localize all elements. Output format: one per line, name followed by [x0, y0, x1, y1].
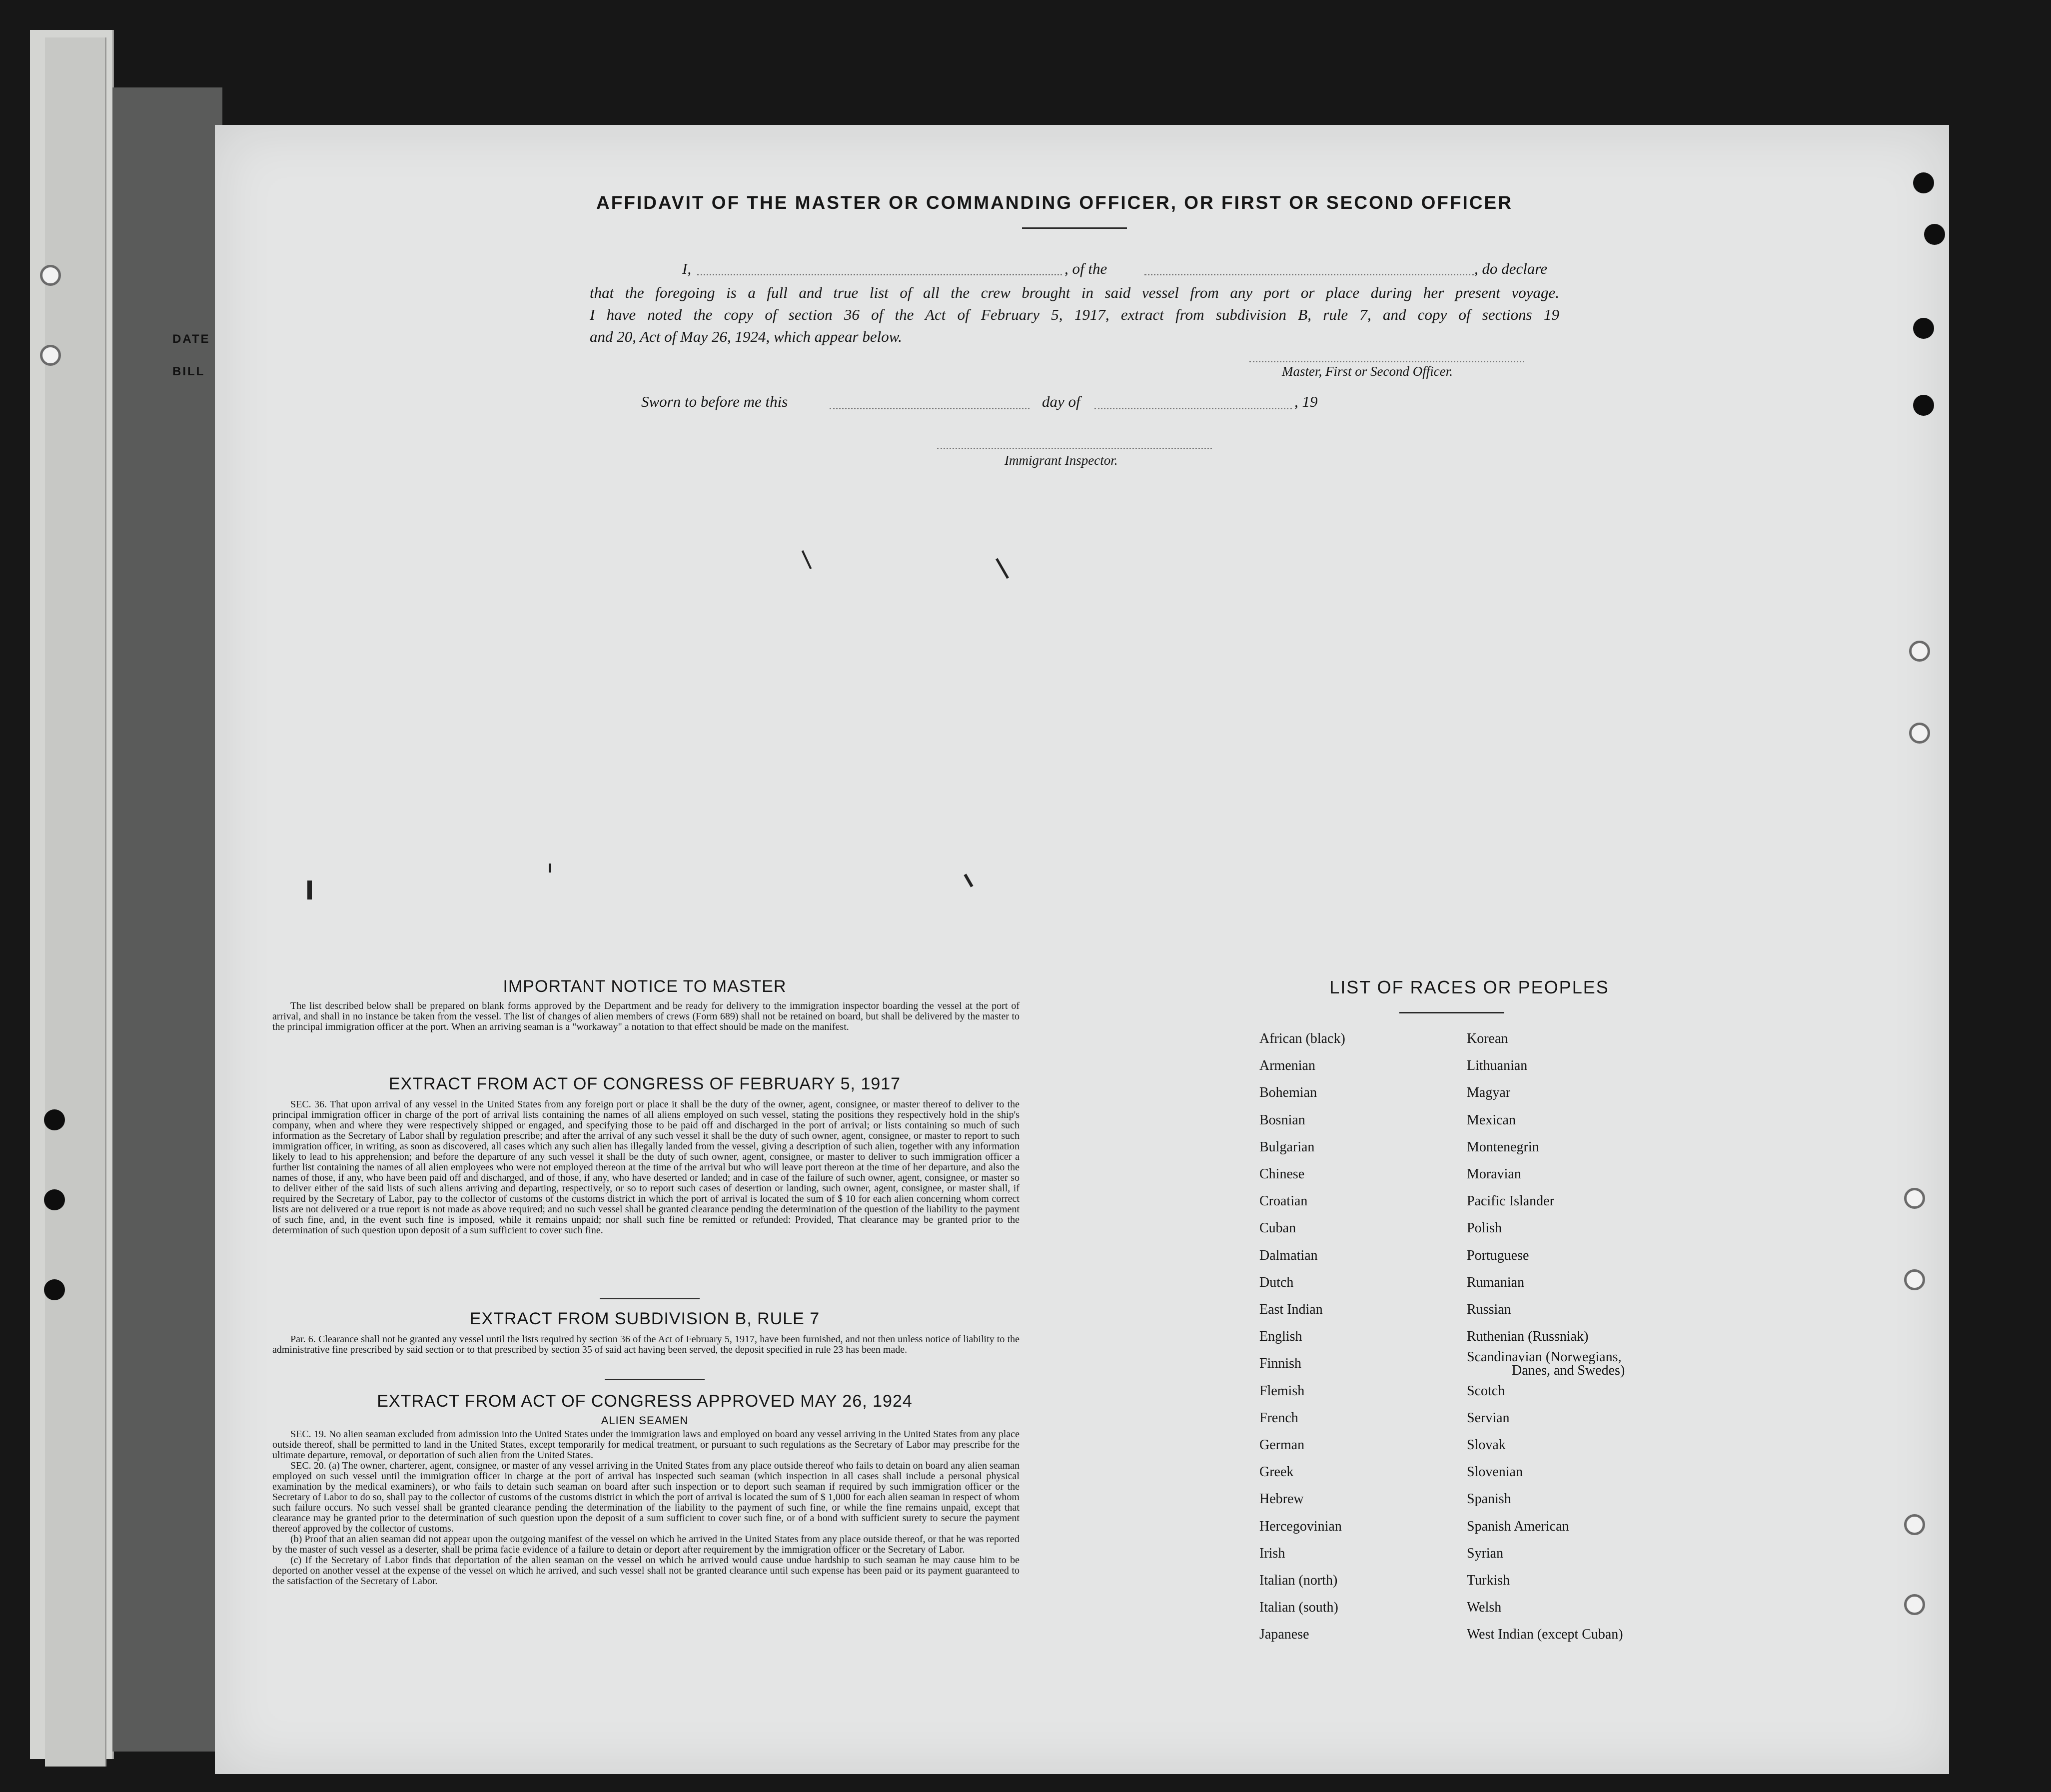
race-item: Flemish: [1259, 1383, 1305, 1399]
extract-rule7-title: EXTRACT FROM SUBDIVISION B, RULE 7: [469, 1309, 820, 1328]
strip-label-date: DATE: [172, 332, 210, 346]
punch-hole: [44, 1279, 65, 1300]
notice-body: [272, 1001, 1020, 1032]
declaration-line-4: and 20, Act of May 26, 1924, which appear below.: [590, 328, 902, 345]
declaration-line-3: I have noted the copy of section 36 of the Act of February 5, 1917, extract from subdivision B, rule 7, and copy of sections 19: [590, 306, 1559, 323]
extract-1924-body: [272, 1429, 1020, 1587]
extract-rule7-paragraph: Par. 6. Clearance shall not be granted any vessel until the lists required by section 36 of the Act of February 5, 1917, have been furnished, and not then unless notice of liability to the administrative fine prescribed by said section or to that prescribed by section 35 of said act having been served, the deposit specified in rule 23 has been made.: [272, 1334, 1020, 1355]
extract-1924-title: EXTRACT FROM ACT OF CONGRESS APPROVED MAY 26, 1924: [377, 1392, 913, 1411]
race-item-line: Scandinavian (Norwegians,: [1467, 1349, 1622, 1365]
sworn-year-prefix: , 19: [1294, 393, 1318, 410]
binder-hole: [1909, 723, 1930, 744]
race-item: Scotch: [1467, 1383, 1505, 1399]
race-item: Lithuanian: [1467, 1058, 1528, 1074]
inspector-signature-line: [937, 448, 1212, 449]
declaration-i: I,: [682, 260, 692, 277]
extract-1924-paragraph: (b) Proof that an alien seaman did not appear upon the outgoing manifest of the vessel on which he arrived in the United States from any place outside thereof, or that he was reported by the master of such vessel as a deserter, shall be prima facie evidence of a failure to detain or deport after requirement by the immigration officer or the Secretary of Labor.: [272, 1534, 1020, 1555]
race-item: Rumanian: [1467, 1274, 1525, 1290]
master-signature-line: [1249, 361, 1524, 362]
race-item: Finnish: [1259, 1356, 1302, 1372]
extract-1917-paragraph: SEC. 36. That upon arrival of any vessel in the United States from any foreign port or place it shall be the duty of the owner, agent, consignee, or master thereof to deliver to the principal immigration officer in charge of the port of arrival lists containing the names of all aliens employed on such vessel, stating the positions they respectively hold in the ship's company, when and where they were respectively shipped or engaged, and specifying those to be paid off and discharged in the port of arrival; or lists containing so much of such information as the Secretary of Labor shall by regulation prescribe; and after the arrival of any such vessel it shall be the duty of such owner, agent, consignee, or master to report to such immigration officer, in writing, as soon as discovered, all cases which any such alien has illegally landed from the vessel, giving a description of such alien, together with any information likely to lead to his apprehension; and before the departure of any such vessel it shall be the duty of such owner, agent, consignee, or master to deliver to such immigration officer a further list containing the names of all alien employees who were not employed thereon at the time of the arrival but who will leave port thereon at the time of her departure, and also the names of those, if any, who have been paid off and discharged, and of those, if any, who have deserted or landed; and in case of the failure of such owner, agent, consignee, or master so to deliver either of the said lists of such aliens arriving and departing, respectively, or so to report such cases of desertion or landing, such owner, agent, consignee, or master shall, if required by the Secretary of Labor, pay to the collector of customs of the customs district in which the port of arrival is located the sum of $ 10 for each alien concerning whom correct lists are not delivered or a true report is not made as above required; and no such vessel shall be granted clearance pending the determination of the question of the liability to the payment of such fine, and, in the event such fine is imposed, while it remains unpaid; nor shall such fine be remitted or refunded: Provided, That clearance may be granted prior to the determination of such question upon deposit of a sum sufficient to cover such fine.: [272, 1099, 1020, 1236]
extract-1924-paragraph: SEC. 20. (a) The owner, charterer, agent, consignee, or master of any vessel arriving in the United States from any place outside thereof who fails to detain on board any alien seaman employed on such vessel until the immigration officer in charge at the port of arrival has inspected such seaman (which inspection in all cases shall include a personal physical examination by the medical examiners), or who fails to detain such seaman on board after such inspection or to deport such seaman if required by such immigration officer or the Secretary of Labor to do so, shall pay to the collector of customs of the customs district in which the port of arrival is located the sum of $ 1,000 for each alien seaman in respect of whom such failure occurs. No such vessel shall be granted clearance pending the determination of the liability to the payment of such fine, or while the fine remains unpaid, except that clearance may be granted prior to the determination of such question upon the deposit of a sum sufficient to cover such fine, or of a bond with sufficient surety to secure the payment thereof approved by the collector of customs.: [272, 1460, 1020, 1534]
strip-label-bill: BILL: [172, 365, 205, 378]
race-item: Syrian: [1467, 1545, 1504, 1561]
race-item: Hebrew: [1259, 1491, 1304, 1507]
extract-rule7-body: [272, 1334, 1020, 1355]
extract-1917-title: EXTRACT FROM ACT OF CONGRESS OF FEBRUARY 5, 1917: [388, 1074, 901, 1093]
race-item: African (black): [1259, 1031, 1345, 1046]
races-column-2: [1467, 1025, 1625, 1649]
race-item: Italian (south): [1259, 1600, 1338, 1616]
notice-title: IMPORTANT NOTICE TO MASTER: [503, 977, 787, 996]
race-item: Ruthenian (Russniak): [1467, 1329, 1589, 1345]
binder-hole: [1904, 1594, 1925, 1615]
race-item: Bohemian: [1259, 1085, 1317, 1101]
race-item: Welsh: [1467, 1600, 1502, 1616]
race-item: German: [1259, 1437, 1305, 1453]
race-item: Cuban: [1259, 1220, 1296, 1236]
punch-hole: [1913, 395, 1934, 416]
punch-hole: [44, 1109, 65, 1130]
race-item: Servian: [1467, 1410, 1510, 1426]
punch-hole: [1913, 318, 1934, 339]
race-item: Japanese: [1259, 1627, 1309, 1643]
section-rule: [600, 1298, 700, 1299]
race-item: West Indian (except Cuban): [1467, 1627, 1623, 1643]
notice-paragraph: The list described below shall be prepared on blank forms approved by the Department and be ready for delivery to the immigration inspector boarding the vessel at the port of arrival, and shall in no instance be taken from the vessel. The list of changes of alien members of crews (Form 689) shall not be retained on board, but shall be delivered by the master to the principal immigration officer at the port. When an arriving seaman is a "workaway" a notation to that effect should be made on the manifest.: [272, 1000, 1020, 1032]
extract-1924-paragraph: (c) If the Secretary of Labor finds that deportation of the alien seaman on the vessel on which he arrived would cause undue hardship to such seaman he may cause him to be deported on another vessel at the expense of the vessel on which he arrived, and such vessel shall not be granted clearance until such expense has been paid or its payment guaranteed to the satisfaction of the Secretary of Labor.: [272, 1555, 1020, 1587]
race-item: Portuguese: [1467, 1247, 1529, 1263]
race-item: Montenegrin: [1467, 1139, 1539, 1155]
race-item: Armenian: [1259, 1058, 1315, 1074]
punch-hole: [1924, 224, 1945, 245]
race-item: Croatian: [1259, 1193, 1308, 1209]
binder-hole: [1904, 1188, 1925, 1209]
declaration-line-2: that the foregoing is a full and true list of all the crew brought in said vessel from any port or place during her present voyage.: [590, 284, 1559, 301]
section-rule: [605, 1379, 705, 1380]
binder-hole: [1909, 641, 1930, 662]
race-item: French: [1259, 1410, 1298, 1426]
race-item: English: [1259, 1329, 1302, 1345]
race-item: Italian (north): [1259, 1573, 1338, 1589]
race-item: Dutch: [1259, 1274, 1294, 1290]
master-signature-label: Master, First or Second Officer.: [1282, 364, 1453, 379]
race-item: Bosnian: [1259, 1112, 1305, 1128]
vessel-blank-line: [1144, 274, 1474, 275]
binder-hole: [40, 265, 61, 286]
race-item: Dalmatian: [1259, 1247, 1318, 1263]
binder-hole: [1904, 1514, 1925, 1535]
race-item-line: Danes, and Swedes): [1512, 1363, 1625, 1379]
punch-hole: [1913, 172, 1934, 193]
race-item: Slovenian: [1467, 1464, 1523, 1480]
title-rule: [1022, 227, 1127, 229]
race-item: Pacific Islander: [1467, 1193, 1554, 1209]
sworn-day-of: day of: [1042, 393, 1080, 410]
inspector-label: Immigrant Inspector.: [1005, 453, 1118, 468]
race-item: East Indian: [1259, 1302, 1323, 1318]
race-item: Irish: [1259, 1545, 1285, 1561]
race-item: Slovak: [1467, 1437, 1506, 1453]
race-item: Polish: [1467, 1220, 1502, 1236]
binder-hole: [1904, 1269, 1925, 1290]
ink-speck: [307, 881, 312, 899]
race-item: Korean: [1467, 1031, 1508, 1046]
race-item: Bulgarian: [1259, 1139, 1315, 1155]
binder-hole: [40, 345, 61, 366]
races-title: LIST OF RACES OR PEOPLES: [1329, 977, 1609, 997]
ink-speck: [549, 864, 551, 873]
name-blank-line: [697, 274, 1062, 275]
race-item: Hercegovinian: [1259, 1518, 1342, 1534]
race-item: Mexican: [1467, 1112, 1516, 1128]
extract-1924-subtitle: ALIEN SEAMEN: [601, 1414, 689, 1427]
races-column-1: [1259, 1025, 1345, 1649]
extract-1924-paragraph: SEC. 19. No alien seaman excluded from admission into the United States under the immigration laws and employed on board any vessel arriving in the United States from any place outside thereof, shall be permitted to land in the United States, except temporarily for medical treatment, or pursuant to such regulations as the Secretary of Labor may prescribe for the ultimate departure, removal, or deportation of such alien from the United States.: [272, 1429, 1020, 1461]
races-title-rule: [1399, 1012, 1504, 1013]
race-item: Spanish American: [1467, 1518, 1569, 1534]
affidavit-title: AFFIDAVIT OF THE MASTER OR COMMANDING OFFICER, OR FIRST OR SECOND OFFICER: [596, 192, 1513, 213]
race-item: Russian: [1467, 1302, 1511, 1318]
declaration-do-declare: , do declare: [1474, 260, 1548, 277]
sworn-month-line: [1094, 408, 1292, 409]
race-item: Turkish: [1467, 1573, 1510, 1589]
race-item: Spanish: [1467, 1491, 1511, 1507]
underlying-sheet-inner: [45, 37, 106, 1767]
sworn-prefix: Sworn to before me this: [641, 393, 788, 410]
sworn-day-line: [830, 408, 1029, 409]
race-item-scandinavian: [1467, 1350, 1625, 1377]
punch-hole: [44, 1189, 65, 1210]
race-item: Moravian: [1467, 1166, 1521, 1182]
race-item: Magyar: [1467, 1085, 1511, 1101]
declaration-of-the: , of the: [1064, 260, 1107, 277]
race-item: Greek: [1259, 1464, 1294, 1480]
race-item: Chinese: [1259, 1166, 1305, 1182]
extract-1917-body: [272, 1099, 1020, 1236]
